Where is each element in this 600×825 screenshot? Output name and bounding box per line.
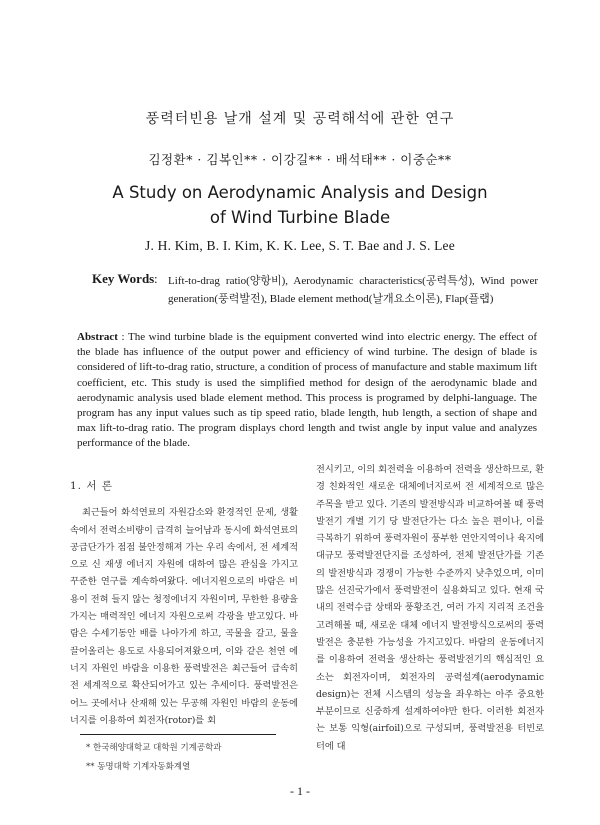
english-title-line-1: A Study on Aerodynamic Analysis and Design: [112, 183, 488, 202]
english-title: [0, 180, 600, 230]
keywords-text: Lift-to-drag ratio(양항비), Aerodynamic characteristics(공력특성), Wind power generation(풍력발전), Blade element method(날개요소이론), Flap(플랩): [168, 275, 538, 305]
right-column-text: 전시키고, 이의 회전력을 이용하여 전력을 생산하므로, 환경 친화적인 새로운 대체에너지로써 전 세계적으로 많은 주목을 받고 있다. 기존의 발전방식과 비교하여볼 때 풍력발전기 개별 기기 당 발전단가는 다소 높은 편이나, 이를 극복하기 위하여 풍력자원이 풍부한 연안지역이나 육지에 대규모 풍력발전단지를 조성하여, 전체 발전단가를 기존의 발전방식과 경쟁이 가능한 수준까지 낮추었으며, 이미 많은 선진국가에서 풍력발전이 실용화되고 있다. 현재 국내의 전력수급 상태와 풍황조건, 여러 가지 지리적 조건을 고려해볼 때, 새로운 대체 에너지 발전방식으로써의 풍력발전은 충분한 가능성을 가지고있다. 바람의 운동에너지를 이용하여 전력을 생산하는 풍력발전기의 핵심적인 요소는 회전자이며, 회전자의 공력설계(aerodynamic design)는 전체 시스템의 성능을 좌우하는 아주 중요한 부분이므로 신중하게 설계하여야만 한다. 이러한 회전자는 보통 익형(airfoil)으로 구성되며, 풍력발전용 터빈로터에 대: [316, 464, 544, 752]
korean-title: 풍력터빈용 날개 설계 및 공력해석에 관한 연구: [145, 111, 455, 127]
english-authors: J. H. Kim, B. I. Kim, K. K. Lee, S. T. Bae and J. S. Lee: [145, 238, 455, 253]
keywords-colon: :: [154, 271, 158, 286]
english-title-line-2: of Wind Turbine Blade: [209, 208, 391, 227]
footnote-divider: [80, 734, 276, 735]
section-heading: 1. 서 론: [70, 480, 113, 492]
left-column: [70, 478, 298, 729]
right-column: [316, 461, 544, 755]
abstract: [77, 330, 537, 452]
abstract-text: : The wind turbine blade is the equipment converted wind into electric energy. The effect of the blade has influence of the output power and efficiency of wind turbine. The design of blade is considered of lift-to-drag ratio, structure, a condition of process of manufacture and stable maximum lift coefficient, etc. This study is used the simplified method for design of the aerodynamic blade and aerodynamic analysis used blade element method. This process is programed by delphi-language. The program has any input values such as tip speed ratio, blade length, hub length, a section of shape and max lift-to-drag ratio. The program displays chord length and twist angle by input value and analyzes performance of the blade.: [77, 331, 537, 450]
keywords-label: Key Words: [92, 271, 155, 286]
korean-authors: 김정환* · 김복인** · 이강길** · 배석태** · 이중순**: [148, 152, 452, 167]
footnote-2: ** 동명대학 기계자동화계열: [86, 762, 191, 772]
page-number: - 1 -: [290, 784, 310, 798]
footnote-1: * 한국해양대학교 대학원 기계공학과: [86, 743, 222, 753]
left-column-text: 최근들어 화석연료의 자원감소와 환경적인 문제, 생활 속에서 전력소비량이 급격히 늘어남과 동시에 화석연료의 공급단가가 점점 불안정해져 가는 우리 속에서, 전 세계적으로 신 재생 에너지 자원에 대하여 많은 관심을 가지고 꾸준한 연구를 계속하여왔다. 에너지원으로의 바람은 비용이 전혀 들지 않는 청정에너지 자원이며, 무한한 용량을 가지는 매력적인 에너지 자원으로써 각광을 받고있다. 바람은 수세기동안 배를 나아가게 하고, 곡물을 갈고, 물을 끌어올리는 용도로 사용되어져왔으며, 이와 같은 천연 에너지 자원인 바람을 이용한 풍력발전은 최근들어 급속히 전 세계적으로 확산되어가고 있는 추세이다. 풍력발전은 어느 곳에서나 산재해 있는 무공해 자원인 바람의 운동에너지를 이용하여 회전자(rotor)를 회: [70, 507, 298, 726]
abstract-label: Abstract: [77, 331, 118, 343]
